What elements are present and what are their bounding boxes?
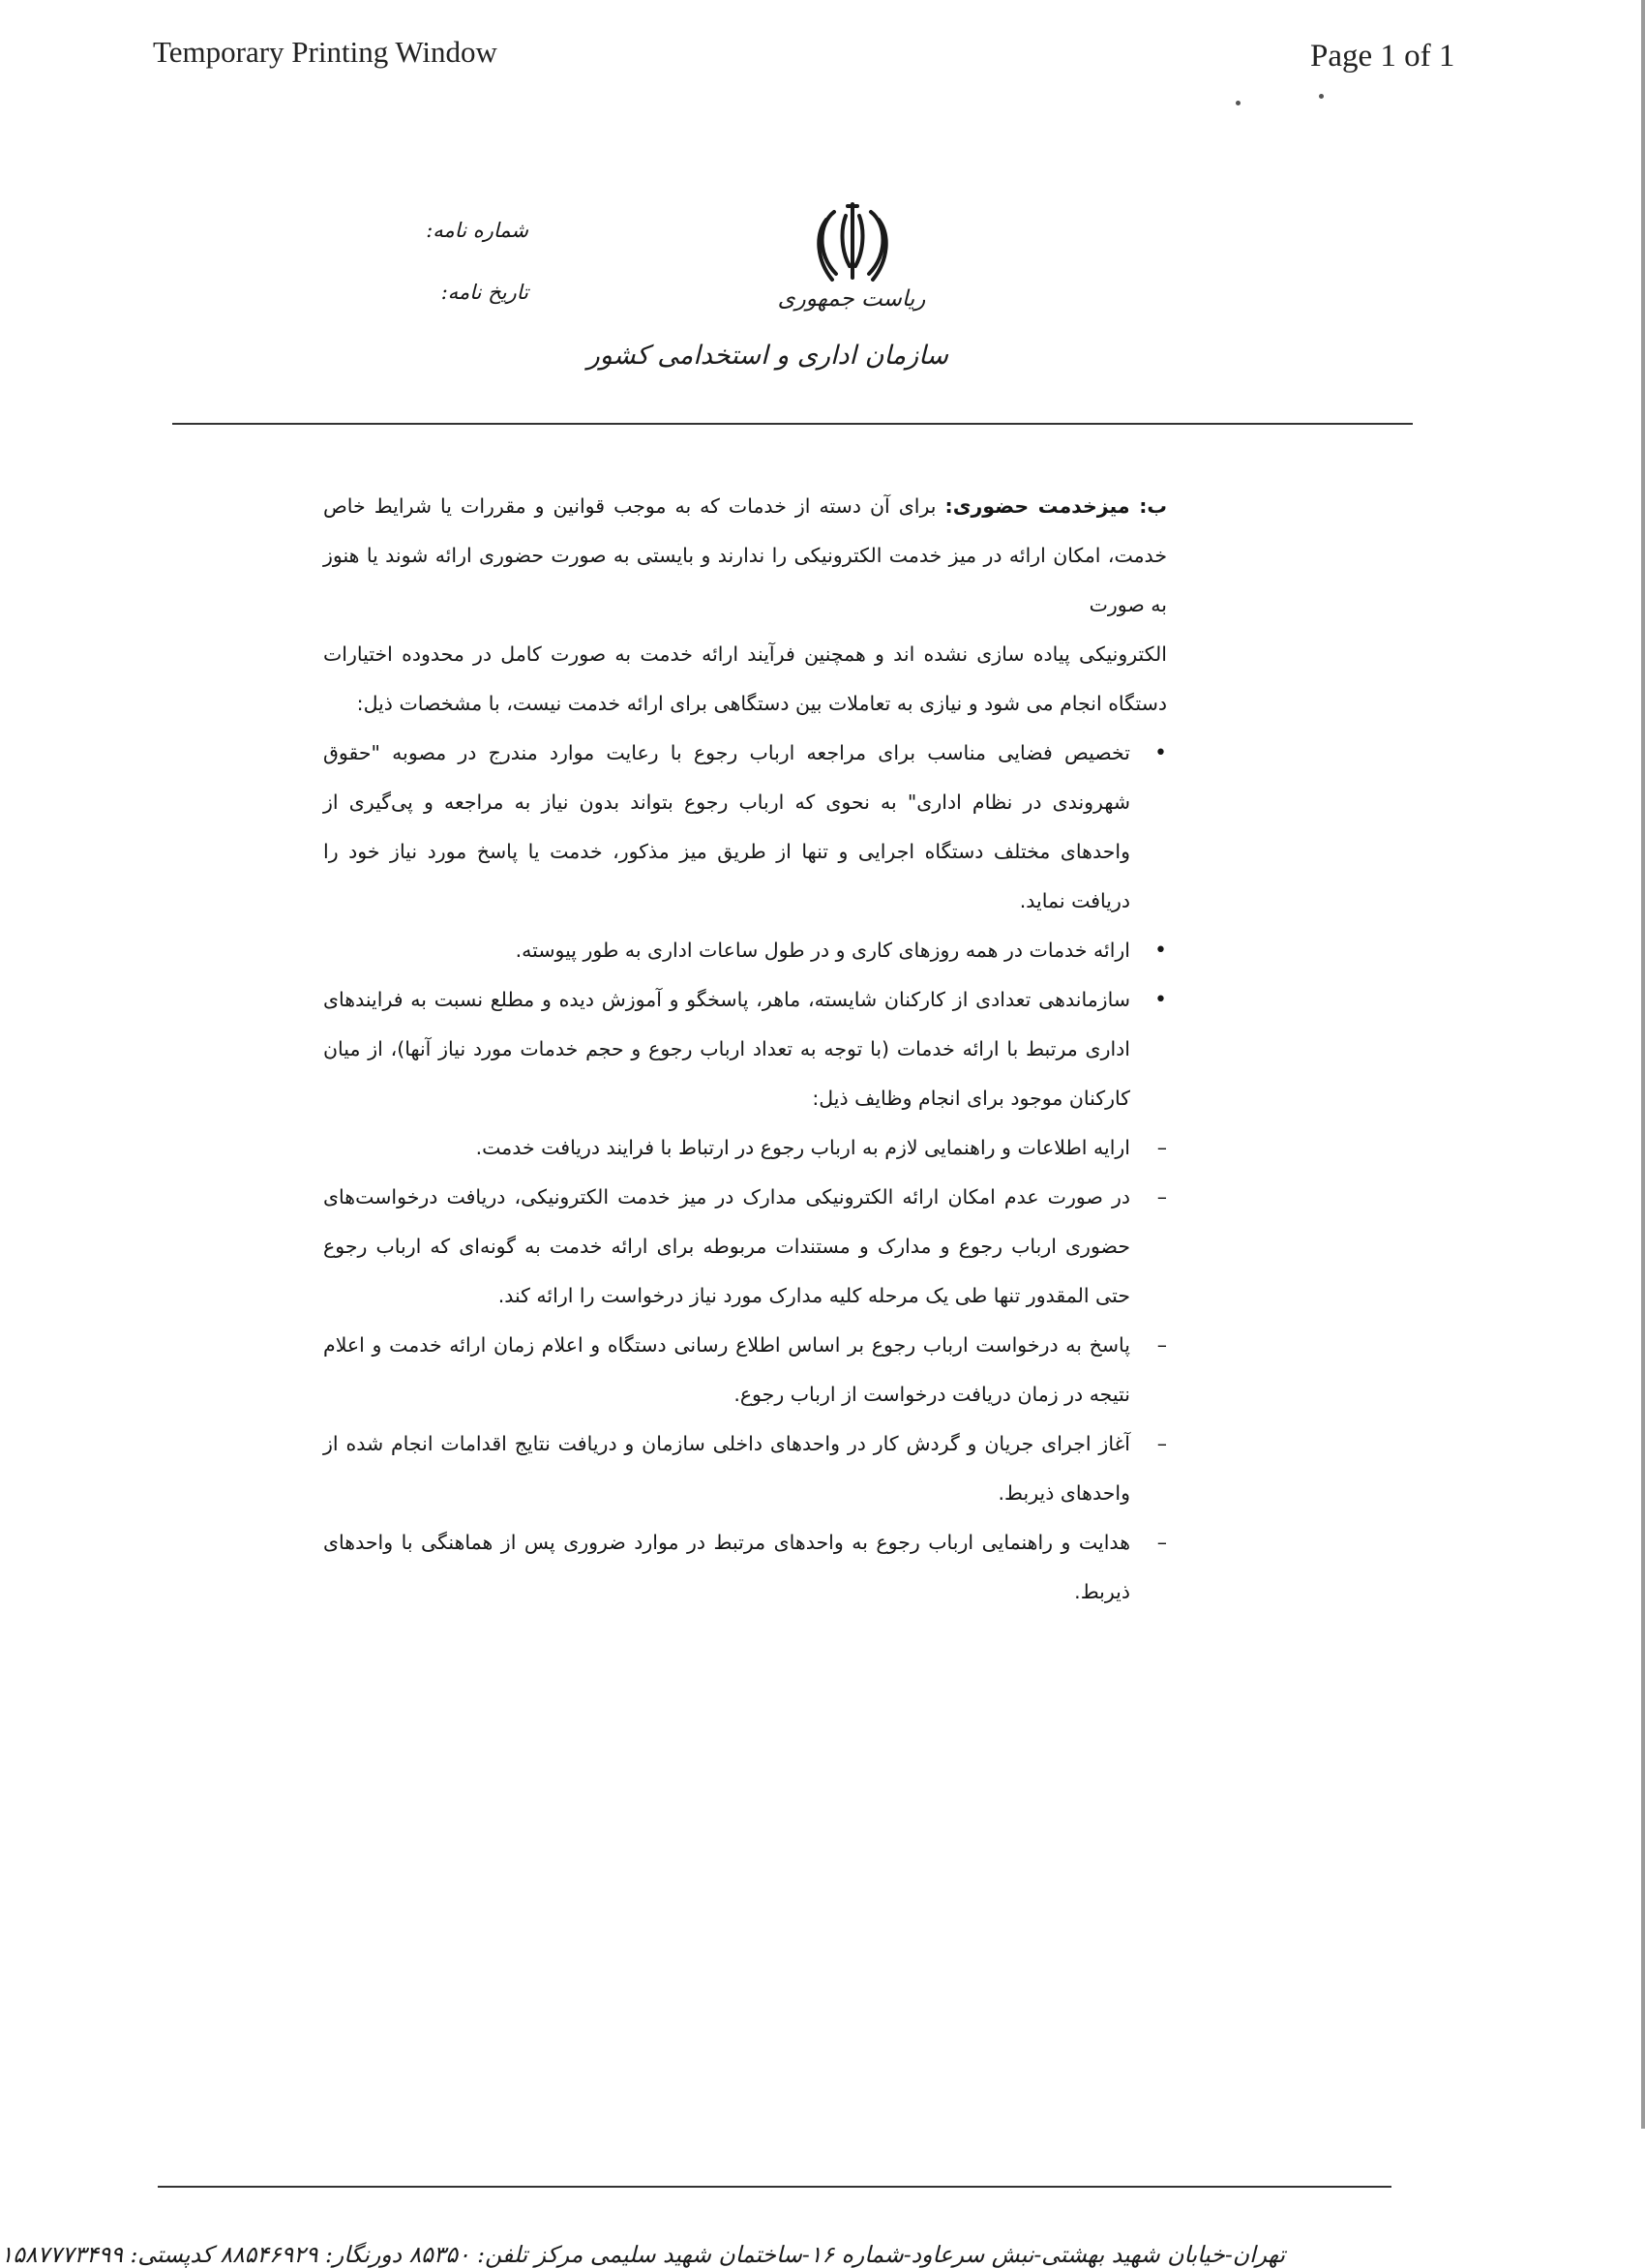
dash-icon: – <box>1156 1333 1167 1357</box>
scan-speck <box>1319 94 1324 99</box>
dash-icon: – <box>1156 1531 1167 1554</box>
list-item: – پاسخ به درخواست ارباب رجوع بر اساس اطلاع رسانی دستگاه و اعلام زمان ارائه خدمت و اعلام نتیجه در زمان دریافت درخواست از ارباب رجوع. <box>323 1321 1167 1419</box>
letter-date-label: تاریخ نامه: <box>440 281 528 304</box>
list-item: • ارائه خدمات در همه روزهای کاری و در طول ساعات اداری به طور پیوسته. <box>323 926 1167 975</box>
footer-divider <box>158 2186 1391 2188</box>
letter-number-label: شماره نامه: <box>426 219 528 242</box>
org-name: سازمان اداری و استخدامی کشور <box>586 341 948 371</box>
print-window-title: Temporary Printing Window <box>153 35 497 69</box>
dash-icon: – <box>1156 1185 1167 1209</box>
intro-paragraph <box>323 482 1167 630</box>
bullet-icon: • <box>1154 988 1167 1012</box>
intro-paragraph-2: الکترونیکی پیاده سازی نشده اند و همچنین فرآیند ارائه خدمت به صورت کامل در محدوده اختیارات دستگاه انجام می شود و نیازی به تعاملات بین دستگاهی برای ارائه خدمت نیست، با مشخصات ذیل: <box>323 642 1167 715</box>
list-item: – آغاز اجرای جریان و گردش کار در واحدهای داخلی سازمان و دریافت نتایج اقدامات انجام شده از واحدهای ذیربط. <box>323 1419 1167 1518</box>
iran-emblem-icon <box>811 198 894 287</box>
header-divider <box>172 423 1413 425</box>
list-item: – ارایه اطلاعات و راهنمایی لازم به ارباب رجوع در ارتباط با فرایند دریافت خدمت. <box>323 1123 1167 1173</box>
intro-text: برای آن دسته از خدمات که به موجب قوانین و مقررات یا شرایط خاص خدمت، امکان ارائه در میز خدمت الکترونیکی را ندارند و بایستی به صورت حضوری ارائه شوند یا هنوز به صورت <box>323 494 1167 616</box>
dash-list <box>323 1123 1167 1617</box>
scan-speck <box>1236 101 1241 105</box>
footer-address: تهران-خیابان شهید بهشتی-نبش سرعاود-شماره ۱۶-ساختمان شهید سلیمی مرکز تلفن: ۸۵۳۵۰ دورنگار: ۸۸۵۴۶۹۲۹ کدپستی: ۱۵۸۷۷۷۳۴۹۹ <box>0 2241 1285 2268</box>
bullet-icon: • <box>1154 939 1167 963</box>
list-item: – هدایت و راهنمایی ارباب رجوع به واحدهای مرتبط در موارد ضروری پس از هماهنگی با واحدهای ذیربط. <box>323 1518 1167 1617</box>
org-presidency: ریاست جمهوری <box>777 286 926 312</box>
section-heading: ب: میزخدمت حضوری: <box>944 494 1167 518</box>
bullet-list <box>323 729 1167 1123</box>
list-item: • تخصیص فضایی مناسب برای مراجعه ارباب رجوع با رعایت موارد مندرج در مصوبه "حقوق شهروندی در نظام اداری" به نحوی که ارباب رجوع بتواند بدون نیاز به مراجعه و پی‌گیری از واحدهای مختلف دستگاه اجرایی و تنها از طریق میز مذکور، خدمت یا پاسخ مورد نیاز خود را دریافت نماید. <box>323 729 1167 926</box>
letter-body <box>323 482 1167 1617</box>
bullet-icon: • <box>1154 741 1167 765</box>
list-item: – در صورت عدم امکان ارائه الکترونیکی مدارک در میز خدمت الکترونیکی، دریافت درخواست‌های حضوری ارباب رجوع و مدارک و مستندات مربوطه برای ارائه خدمت به گونه‌ای که ارباب رجوع حتی المقدور تنها طی یک مرحله کلیه مدارک مورد نیاز درخواست را ارائه کند. <box>323 1173 1167 1321</box>
dash-icon: – <box>1156 1432 1167 1455</box>
list-item: • سازماندهی تعدادی از کارکنان شایسته، ماهر، پاسخگو و آموزش دیده و مطلع نسبت به فرایندهای اداری مرتبط با ارائه خدمات (با توجه به تعداد ارباب رجوع و حجم خدمات مورد نیاز آنها)، از میان کارکنان موجود برای انجام وظایف ذیل: <box>323 975 1167 1123</box>
dash-icon: – <box>1156 1136 1167 1159</box>
page-edge <box>1641 0 1645 2129</box>
page-number: Page 1 of 1 <box>1310 39 1455 74</box>
